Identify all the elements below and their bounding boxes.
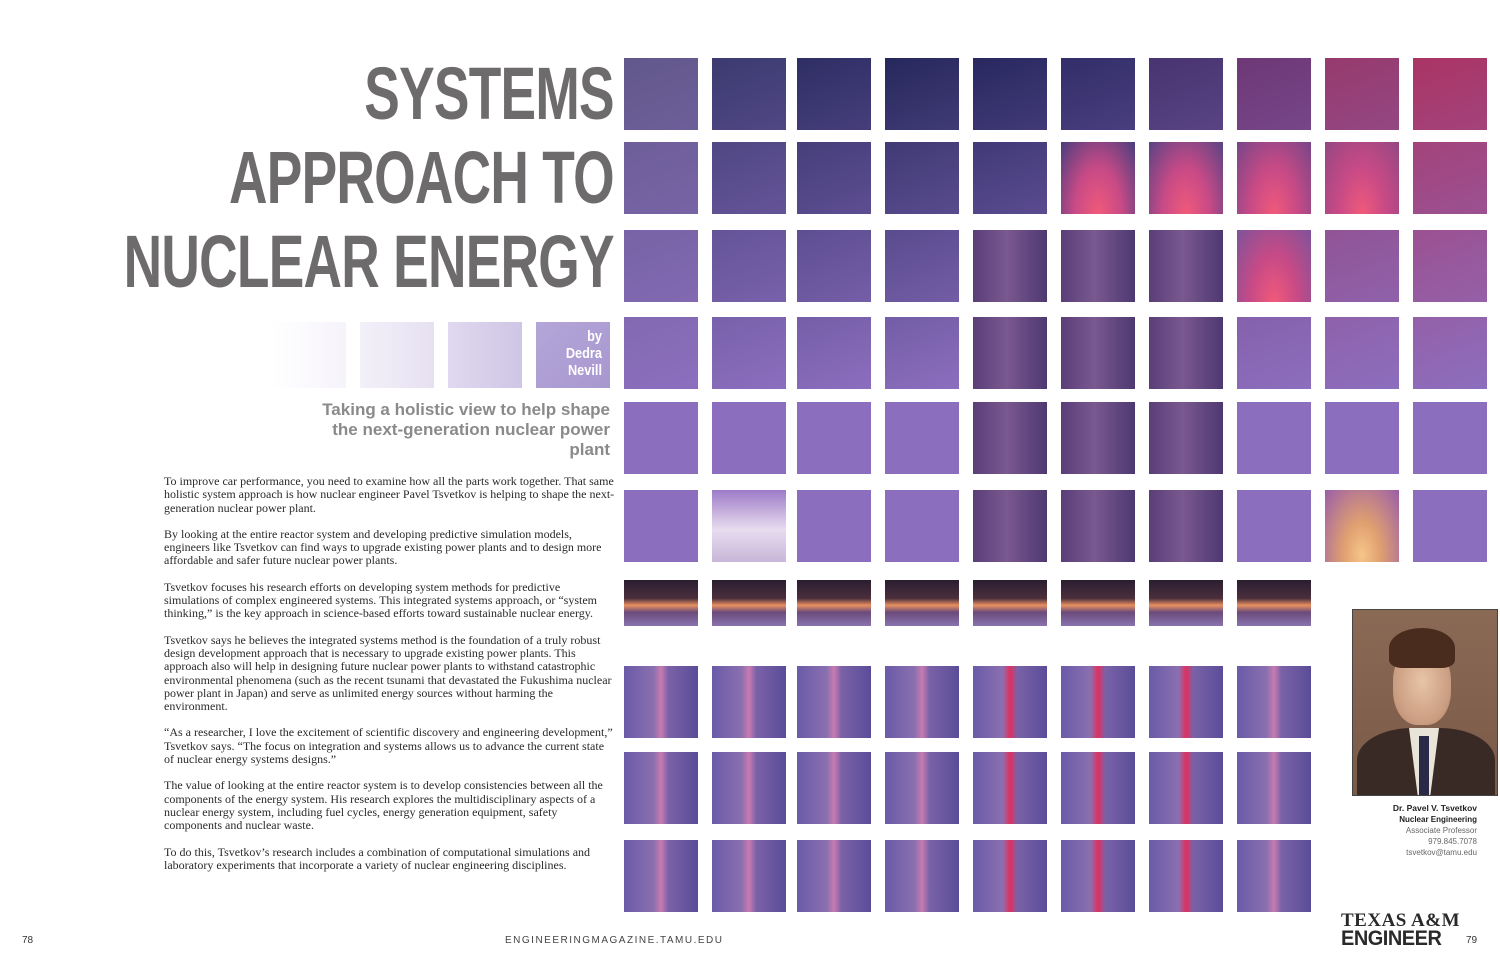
photo-tile (624, 580, 698, 626)
photo-tile (1325, 230, 1399, 302)
photo-tile (1413, 230, 1487, 302)
photo-tile (1413, 402, 1487, 474)
byline-last-name: Nevill (567, 362, 602, 379)
photo-tile (973, 317, 1047, 389)
photo-tile (973, 490, 1047, 562)
photo-tile (885, 142, 959, 214)
paragraph: To do this, Tsvetkov’s research includes a combination of computational simulations and laboratory experiments that incorporate a variety of nuclear engineering disciplines. (164, 844, 591, 872)
logo-line-2: ENGINEER (1341, 927, 1442, 950)
photo-tile (624, 402, 698, 474)
photo-tile (1149, 317, 1223, 389)
profile-email: tsvetkov@tamu.edu (1406, 848, 1477, 857)
photo-tile (797, 840, 871, 912)
decorative-square (272, 322, 346, 388)
photo-tile (797, 580, 871, 626)
photo-tile (1413, 142, 1487, 214)
photo-tile (973, 58, 1047, 130)
photo-tile (1061, 58, 1135, 130)
decorative-square (360, 322, 434, 388)
photo-tile (973, 752, 1047, 824)
photo-tile (624, 666, 698, 738)
photo-tile (885, 317, 959, 389)
photo-tile (1061, 752, 1135, 824)
photo-tile (885, 230, 959, 302)
photo-tile (797, 142, 871, 214)
photo-tile (712, 666, 786, 738)
photo-tile (712, 142, 786, 214)
paragraph: To improve car performance, you need to examine how all the parts work together. That same holistic system approach is how nuclear engineer Pavel Tsvetkov is helping to shape the next-generation nuclear power plant. (164, 474, 615, 515)
paragraph: Tsvetkov focuses his research efforts on developing system methods for predictive simulations of complex engineered systems. This integrated systems approach, or “system thinking,” is the key approach in science-based efforts toward sustainable nuclear energy. (164, 579, 598, 621)
title-line: NUCLEAR ENERGY (123, 220, 614, 303)
photo-tile (1325, 490, 1399, 562)
photo-tile (624, 840, 698, 912)
profile-caption (1352, 803, 1477, 858)
article-body (164, 475, 616, 885)
paragraph: “As a researcher, I love the excitement of scientific discovery and engineering development,” Tsvetkov says. “The focus on integration and systems allows us to advance the current state of nuclear energy systems designs.” (164, 725, 613, 767)
photo-tile (1237, 58, 1311, 130)
photo-tile (1325, 142, 1399, 214)
photo-tile (1149, 58, 1223, 130)
page-number-right: 79 (1466, 935, 1478, 946)
photo-tile (1061, 230, 1135, 302)
photo-tile (797, 58, 871, 130)
photo-tile (797, 490, 871, 562)
photo-tile (885, 58, 959, 130)
photo-tile (1061, 580, 1135, 626)
photo-tile (1237, 142, 1311, 214)
title-line: APPROACH TO (229, 136, 614, 219)
photo-tile (1237, 402, 1311, 474)
photo-tile (973, 142, 1047, 214)
photo-tile (624, 317, 698, 389)
photo-tile (973, 840, 1047, 912)
photo-tile (973, 402, 1047, 474)
photo-tile (712, 230, 786, 302)
photo-tile (1061, 142, 1135, 214)
title-line: SYSTEMS (364, 52, 614, 135)
photo-tile (973, 580, 1047, 626)
photo-tile (624, 58, 698, 130)
photo-tile (624, 142, 698, 214)
photo-tile (1149, 142, 1223, 214)
photo-tile (1325, 317, 1399, 389)
photo-tile (1325, 402, 1399, 474)
photo-tile (885, 490, 959, 562)
article-title (124, 52, 614, 304)
byline-by: by (587, 328, 602, 345)
photo-tile (1149, 752, 1223, 824)
photo-tile (885, 580, 959, 626)
photo-tile (1149, 402, 1223, 474)
portrait-tie (1419, 736, 1429, 796)
photo-tile (1061, 402, 1135, 474)
photo-tile (1413, 317, 1487, 389)
photo-tile (797, 666, 871, 738)
photo-tile (1061, 317, 1135, 389)
photo-tile (885, 666, 959, 738)
profile-department: Nuclear Engineering (1399, 815, 1477, 824)
photo-tile (885, 840, 959, 912)
photo-tile (797, 402, 871, 474)
photo-tile (712, 402, 786, 474)
profile-name: Dr. Pavel V. Tsvetkov (1392, 803, 1477, 813)
photo-tile (1237, 580, 1311, 626)
photo-tile (624, 752, 698, 824)
photo-tile (1413, 490, 1487, 562)
decorative-square (448, 322, 522, 388)
logo-line-1: TEXAS A&M (1341, 910, 1461, 931)
photo-tile (712, 490, 786, 562)
page-number-left: 78 (22, 935, 34, 946)
photo-tile (1149, 230, 1223, 302)
paragraph: Tsvetkov says he believes the integrated systems method is the foundation of a truly robust design development approach that is necessary to upgrade existing power plants. This approach also will help in designing future nuclear power plants to withstand catastrophic environmental phenomena (such as the recent tsunami that devastated the Fukushima nuclear power plant in Japan) and serve as unlimited energy sources without harming the environment. (164, 632, 612, 714)
photo-tile (712, 317, 786, 389)
photo-tile (1061, 490, 1135, 562)
photo-tile (1325, 58, 1399, 130)
photo-tile (797, 752, 871, 824)
article-subtitle: Taking a holistic view to help shape the next-generation nuclear power plant (322, 400, 610, 459)
byline (536, 322, 610, 388)
photo-tile (1237, 666, 1311, 738)
photo-tile (1237, 752, 1311, 824)
photo-tile (797, 230, 871, 302)
photo-tile (885, 752, 959, 824)
photo-tile (797, 317, 871, 389)
photo-tile (973, 666, 1047, 738)
photo-tile (1149, 840, 1223, 912)
photo-tile (712, 58, 786, 130)
photo-tile (1149, 490, 1223, 562)
magazine-logo (1341, 912, 1459, 948)
profile-phone: 979.845.7078 (1428, 837, 1477, 846)
photo-tile (1237, 230, 1311, 302)
photo-tile (1237, 317, 1311, 389)
photo-tile (1237, 840, 1311, 912)
photo-tile (973, 230, 1047, 302)
paragraph: By looking at the entire reactor system and developing predictive simulation models, engineers like Tsvetkov can find ways to upgrade existing power plants and to design more affordable and safer future nuclear power plants. (164, 526, 602, 568)
byline-first-name: Dedra (565, 345, 602, 362)
photo-tile (1149, 580, 1223, 626)
photo-tile (712, 580, 786, 626)
photo-tile (624, 230, 698, 302)
photo-tile (1237, 490, 1311, 562)
photo-tile (624, 490, 698, 562)
profile-position: Associate Professor (1405, 826, 1477, 835)
photo-tile (1413, 58, 1487, 130)
portrait-photo (1352, 609, 1498, 796)
portrait-hair (1389, 628, 1455, 668)
photo-tile (1061, 840, 1135, 912)
photo-tile (712, 840, 786, 912)
photo-tile (712, 752, 786, 824)
photo-tile (1061, 666, 1135, 738)
photo-tile (885, 402, 959, 474)
footer-website[interactable]: ENGINEERINGMAGAZINE.TAMU.EDU (505, 935, 724, 946)
photo-tile (1149, 666, 1223, 738)
paragraph: The value of looking at the entire reactor system is to develop consistencies between all the components of the energy system. His research explores the multidisciplinary aspects of a nuclear energy system, including fuel cycles, energy generation equipment, safety components and nuclear waste. (164, 778, 603, 833)
